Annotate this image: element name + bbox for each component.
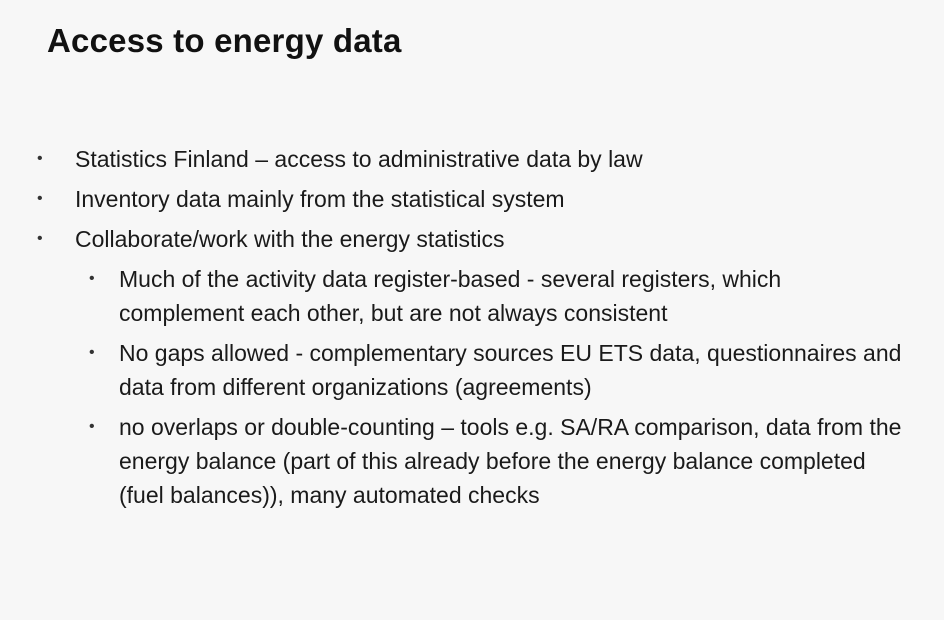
bullet-list [0, 142, 944, 518]
sub-bullet-text: Much of the activity data register-based - several registers, which complement each other, but are not always consistent [119, 266, 782, 326]
bullet-text: Statistics Finland – access to administrative data by law [75, 146, 643, 172]
bullet-dot-icon: • [37, 150, 43, 167]
sub-bullet-text: No gaps allowed - complementary sources EU ETS data, questionnaires and data from different organizations (agreements) [119, 340, 902, 400]
bullet-item-statistics-finland [0, 142, 944, 176]
sub-bullet-item-no-gaps [0, 336, 944, 404]
bullet-item-collaborate [0, 222, 944, 256]
bullet-dot-icon: • [37, 190, 43, 207]
sub-bullet-dot-icon: • [89, 344, 95, 361]
bullet-item-inventory-data [0, 182, 944, 216]
bullet-text: Collaborate/work with the energy statistics [75, 226, 505, 252]
slide-title: Access to energy data [47, 22, 402, 59]
sub-bullet-dot-icon: • [89, 270, 95, 287]
sub-bullet-item-register-based [0, 262, 944, 330]
sub-bullet-dot-icon: • [89, 418, 95, 435]
bullet-text: Inventory data mainly from the statistical system [75, 186, 565, 212]
sub-bullet-text: no overlaps or double-counting – tools e.g. SA/RA comparison, data from the energy balance (part of this already before the energy balance completed (fuel balances)), many automated checks [119, 414, 902, 508]
sub-bullet-item-no-overlaps [0, 410, 944, 512]
bullet-dot-icon: • [37, 230, 43, 247]
